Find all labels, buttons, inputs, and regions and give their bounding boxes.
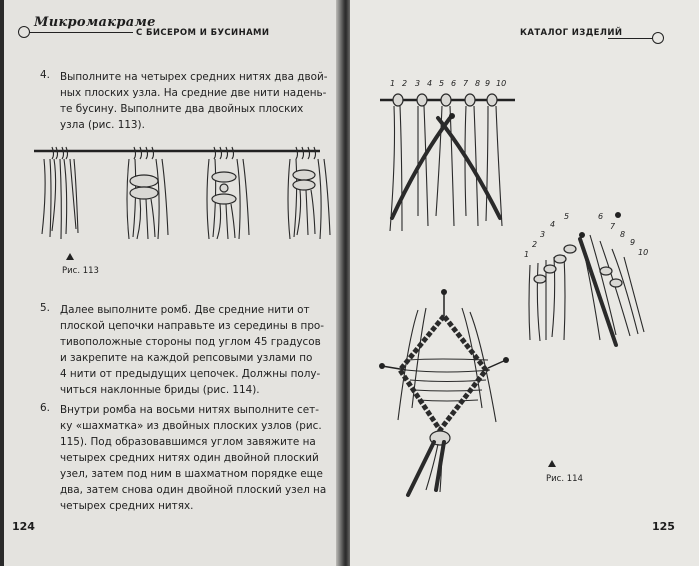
text-line: и закрепите на каждой репсовыми узлами по [60,352,313,364]
series-title: Микромакраме [34,15,156,30]
figure-marker-icon [66,253,74,260]
header-rule [608,38,652,39]
section-header: КАТАЛОГ ИЗДЕЛИЙ [520,28,623,38]
crossing-cord-right [438,118,500,218]
step-text [60,69,327,133]
diamond-knots [400,316,486,430]
thread-number: 8 [475,79,481,88]
text-line: 115). Под образовавшимся углом завяжите на [60,436,316,448]
text-line: 4 нити от предыдущих цепочек. Должны полу- [60,368,321,380]
thread-number: 1 [390,79,396,88]
thread-number: 3 [415,79,421,88]
header-ring-icon [652,32,664,44]
knot-group-1 [42,147,78,239]
thread-number: 3 [540,230,546,239]
thread-numbers-top [390,79,506,88]
text-line: узел, затем под ним в шахматном порядке еще [60,468,323,480]
text-line: два, затем снова один двойной плоский узел на [60,484,327,496]
text-line: Далее выполните ромб. Две средние нити от [60,304,310,316]
thread-number: 9 [485,79,491,88]
text-line: четырех средних нитях один двойной плоский [60,452,319,464]
text-line: узла (рис. 113). [60,119,145,131]
figure-114-diamond [378,290,528,500]
knot-group-4 [288,147,330,239]
pin-head [379,363,385,369]
figure-114-top [380,78,520,233]
thread-number: 6 [451,79,457,88]
knot-group-3 [207,147,249,239]
thread-number: 2 [402,79,408,88]
step-text [60,302,324,398]
thread-number: 7 [610,222,616,231]
figure-113 [34,143,334,243]
page-number: 124 [12,520,35,533]
thread-number: 10 [638,248,649,257]
thread-number: 1 [524,250,530,259]
page-number: 125 [652,520,675,533]
left-page [4,0,340,566]
pin-head [615,212,621,218]
text-line: тивоположные стороны под углом 45 градусов [60,336,321,348]
section-header: С БИСЕРОМ И БУСИНАМИ [136,28,270,38]
text-line: Внутри ромба на восьми нитях выполните сет- [60,404,319,416]
thread-number: 8 [620,230,626,239]
figure-caption: Рис. 114 [546,474,583,484]
pin-head [579,232,585,238]
text-line: читься наклонные бриды (рис. 114). [60,384,260,396]
text-line: те бусину. Выполните два двойных плоских [60,103,304,115]
figure-114-side [520,205,650,345]
thread-number: 5 [439,79,445,88]
text-line: четырех средних нитях. [60,500,194,512]
text-line: Выполните на четырех средних нитях два двой- [60,71,328,83]
thread-number: 10 [496,79,507,88]
figure-marker-icon [548,460,556,467]
thread-number: 6 [598,212,604,221]
header-rule [29,32,133,33]
thread-number: 7 [463,79,469,88]
step-number: 4. [40,69,50,81]
text-line: ных плоских узла. На средние две нити надень- [60,87,327,99]
text-line: ку «шахматка» из двойных плоских узлов (рис. [60,420,322,432]
pin-head [449,113,455,119]
step-number: 5. [40,302,50,314]
knot-group-2 [127,147,168,239]
thread-number: 4 [550,220,556,229]
right-page [350,0,699,566]
pin-head [441,289,447,295]
text-line: плоской цепочки направьте из середины в про- [60,320,325,332]
pin-head [503,357,509,363]
thread-number: 4 [427,79,433,88]
figure-caption: Рис. 113 [62,266,99,276]
thread-number: 2 [532,240,538,249]
thread-number: 5 [564,212,570,221]
step-number: 6. [40,402,50,414]
step-text [60,402,326,514]
thread-number: 9 [630,238,636,247]
